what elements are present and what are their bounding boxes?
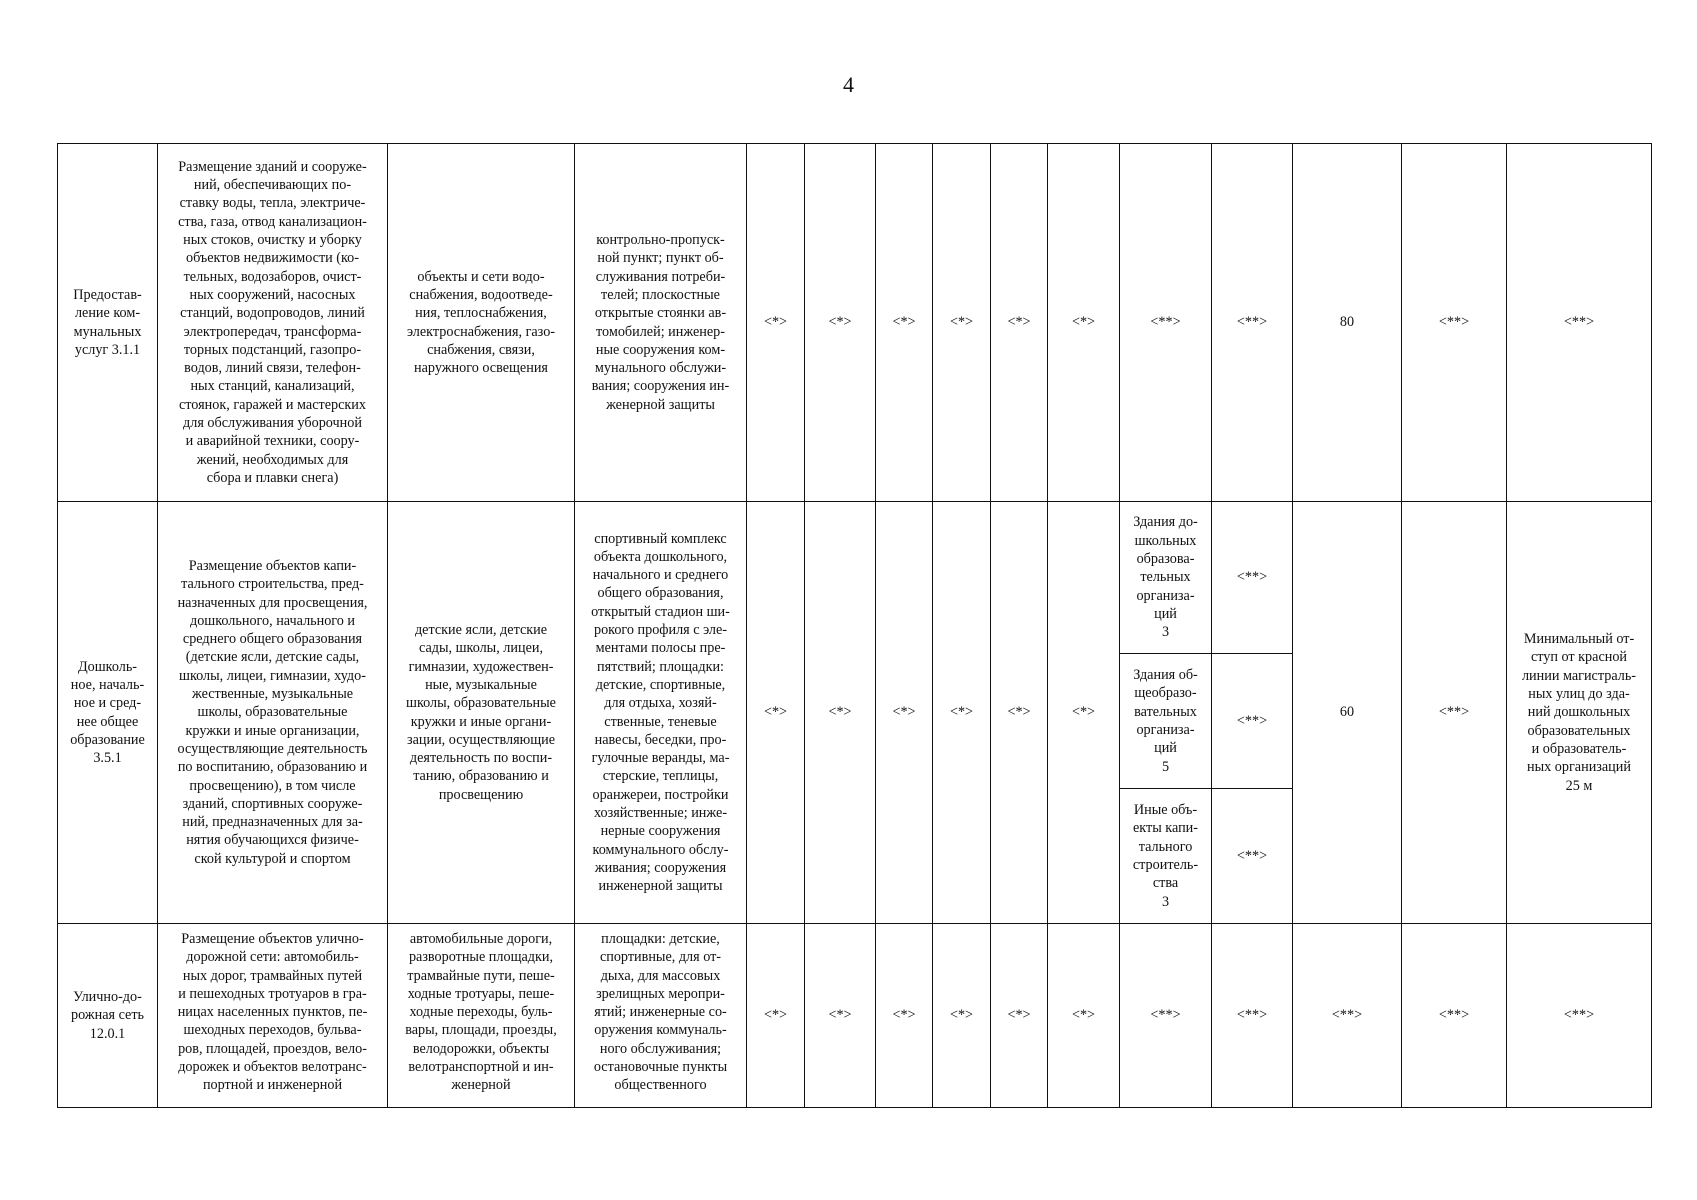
- max-coverage-percent: <**>: [1293, 924, 1402, 1108]
- max-coverage-percent: 60: [1293, 502, 1402, 924]
- param-cell: <*>: [805, 924, 876, 1108]
- param-cell: <*>: [991, 144, 1048, 502]
- floors-cell: <**>: [1120, 144, 1212, 502]
- use-type-description: Размещение объектов капи- тального строительства, пред- назначенных для просвещения, дошкольного, начального и среднего общего образования (детские ясли, детские сады, школы, лицеи, гимназии, худо- жественные, музыкальные школы, образовательные кружки и иные организации, осуществляющие деятельность по воспитанию, образованию и просвещению), в том числе зданий, спортивных сооруже- ний, предназначенных для за- нятия обучающихся физиче- ской культурой и спортом: [158, 502, 388, 924]
- use-type-name: Дошколь- ное, началь- ное и сред- нее общее образование 3.5.1: [58, 502, 158, 924]
- table-row: [58, 144, 1652, 502]
- height-cell: <**>: [1212, 144, 1293, 502]
- param-cell: <*>: [991, 502, 1048, 924]
- param-cell: <*>: [1048, 144, 1120, 502]
- max-coverage-percent: 80: [1293, 144, 1402, 502]
- param-cell: <*>: [747, 144, 805, 502]
- param-cell: <*>: [876, 502, 933, 924]
- table-row: [58, 502, 1652, 654]
- note-cell: <**>: [1507, 144, 1652, 502]
- param-cell: <*>: [933, 502, 991, 924]
- param-cell: <**>: [1402, 924, 1507, 1108]
- auxiliary-objects: площадки: детские, спортивные, для от- дыха, для массовых зрелищных меропри- ятий; инженерные со- оружения коммуналь- ного обслуживания; остановочные пункты общественного: [575, 924, 747, 1108]
- subrow-building-type: Здания до- школьных образова- тельных организа- ций 3: [1120, 502, 1212, 654]
- param-cell: <*>: [933, 924, 991, 1108]
- param-cell: <*>: [805, 144, 876, 502]
- param-cell: <*>: [805, 502, 876, 924]
- subrow-building-type: Иные объ- екты капи- тального строитель- ства 3: [1120, 789, 1212, 924]
- use-type-description: Размещение зданий и сооруже- ний, обеспечивающих по- ставку воды, тепла, электриче- ства, газа, отвод канализацион- ных стоков, очистку и уборку объектов недвижимости (ко- тельных, водозаборов, очист- ных сооружений, насосных станций, водопроводов, линий электропередач, трансформа- торных подстанций, газопро- водов, линий связи, телефон- ных станций, канализаций, стоянок, гаражей и мастерских для обслуживания уборочной и аварийной техники, соору- жений, необходимых для сбора и плавки снега): [158, 144, 388, 502]
- auxiliary-objects: контрольно-пропуск- ной пункт; пункт об- служивания потреби- телей; плоскостные открытые стоянки ав- томобилей; инженер- ные сооружения ком- мунального обслужи- вания; сооружения ин- женерной защиты: [575, 144, 747, 502]
- param-cell: <*>: [1048, 502, 1120, 924]
- subrow-value: <**>: [1212, 789, 1293, 924]
- param-cell: <**>: [1402, 144, 1507, 502]
- regulations-table: [57, 143, 1652, 1108]
- page-number: 4: [843, 72, 854, 97]
- main-objects: автомобильные дороги, разворотные площадки, трамвайные пути, пеше- ходные тротуары, пеше- ходные переходы, буль- вары, площади, проезды, велодорожки, объекты велотранспортной и ин- женерной: [388, 924, 575, 1108]
- param-cell: <**>: [1402, 502, 1507, 924]
- auxiliary-objects: спортивный комплекс объекта дошкольного, начального и среднего общего образования, открытый стадион ши- рокого профиля с эле- ментами полосы пре- пятствий; площадки: детские, спортивные, для отдыха, хозяй- ственные, теневые навесы, беседки, про- гулочные веранды, ма- стерские, теплицы, оранжереи, постройки хозяйственные; инже- нерные сооружения коммунального обслу- живания; сооружения инженерной защиты: [575, 502, 747, 924]
- use-type-description: Размещение объектов улично- дорожной сети: автомобиль- ных дорог, трамвайных путей и пешеходных тротуаров в гра- ницах населенных пунктов, пе- шеходных переходов, бульва- ров, площадей, проездов, вело- дорожек и объектов велотранс- портной и инженерной: [158, 924, 388, 1108]
- subrow-value: <**>: [1212, 654, 1293, 789]
- table-row: [58, 924, 1652, 1108]
- main-objects: объекты и сети водо- снабжения, водоотведе- ния, теплоснабжения, электроснабжения, газо- снабжения, связи, наружного освещения: [388, 144, 575, 502]
- param-cell: <*>: [933, 144, 991, 502]
- use-type-name: Предостав- ление ком- мунальных услуг 3.1.1: [58, 144, 158, 502]
- param-cell: <*>: [991, 924, 1048, 1108]
- height-cell: <**>: [1212, 924, 1293, 1108]
- subrow-value: <**>: [1212, 502, 1293, 654]
- subrow-building-type: Здания об- щеобразо- вательных организа- ций 5: [1120, 654, 1212, 789]
- main-objects: детские ясли, детские сады, школы, лицеи, гимназии, художествен- ные, музыкальные школы, образовательные кружки и иные органи- зации, осуществляющие деятельность по воспи- танию, образованию и просвещению: [388, 502, 575, 924]
- param-cell: <*>: [876, 144, 933, 502]
- param-cell: <*>: [876, 924, 933, 1108]
- floors-cell: <**>: [1120, 924, 1212, 1108]
- use-type-name: Улично-до- рожная сеть 12.0.1: [58, 924, 158, 1108]
- note-cell: <**>: [1507, 924, 1652, 1108]
- param-cell: <*>: [1048, 924, 1120, 1108]
- note-cell: Минимальный от- ступ от красной линии магистраль- ных улиц до зда- ний дошкольных образовательных и образователь- ных организаций 25 м: [1507, 502, 1652, 924]
- param-cell: <*>: [747, 924, 805, 1108]
- param-cell: <*>: [747, 502, 805, 924]
